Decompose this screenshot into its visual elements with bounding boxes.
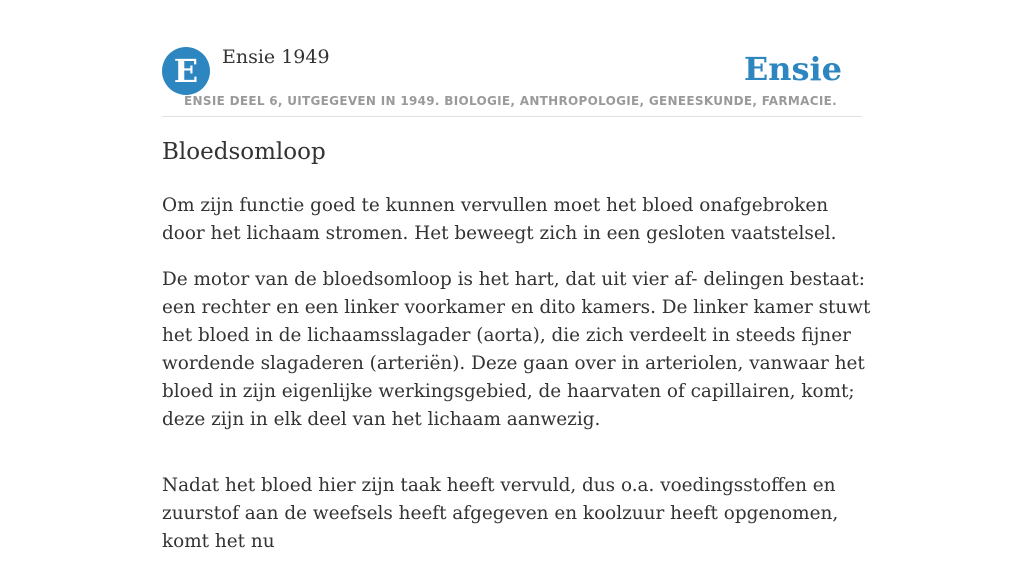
- entry-content: [162, 192, 872, 574]
- entry-paragraph: Om zijn functie goed te kunnen vervullen moet het bloed onafgebroken door het lichaam stromen. Het beweegt zich in een gesloten vaatstelsel.: [162, 195, 837, 244]
- entry-paragraph: Nadat het bloed hier zijn taak heeft vervuld, dus o.a. voedingsstoffen en zuurstof aan de weefsels heeft afgegeven en koolzuur heeft opgenomen, komt het nu: [162, 475, 839, 552]
- ensie-logo-icon[interactable]: E: [162, 47, 210, 95]
- source-description: ENSIE DEEL 6, UITGEGEVEN IN 1949. BIOLOGIE, ANTHROPOLOGIE, GENEESKUNDE, FARMACIE.: [184, 94, 837, 108]
- source-title[interactable]: Ensie 1949: [222, 46, 330, 68]
- page-header: [162, 0, 862, 117]
- entry-paragraph: De motor van de bloedsomloop is het hart, dat uit vier af- delingen bestaat: een rechter en een linker voorkamer en dito kamers. De linker kamer stuwt het bloed in de lichaamsslagader (aorta), die zich verdeelt in steeds fijner wordende slagaderen (arteriën). Deze gaan over in arteriolen, vanwaar het bloed in zijn eigenlijke werkingsgebied, de haarvaten of capillairen, komt; deze zijn in elk deel van het lichaam aanwezig.: [162, 269, 871, 430]
- entry-title: Bloedsomloop: [162, 139, 326, 165]
- brand-link[interactable]: Ensie: [743, 50, 842, 88]
